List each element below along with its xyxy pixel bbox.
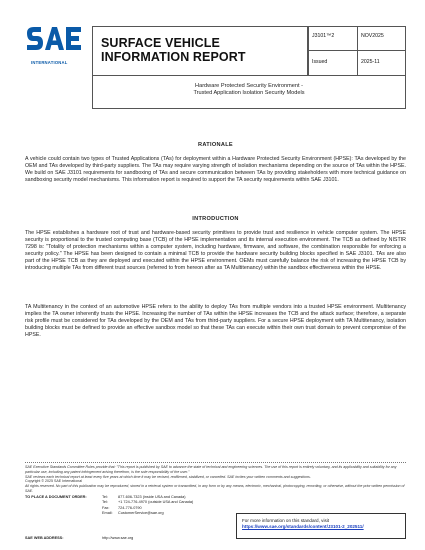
order-contact-email[interactable]: Email: CustomerService@sae.org — [102, 510, 164, 515]
footer-rights: All rights reserved. No part of this publication may be reproduced, stored in a retrieval system or transmitted, in any form or by any means, electronic, mechanical, photocopying, recording, or otherwise, without the prior written permission of SAE. — [25, 484, 405, 493]
rationale-text: A vehicle could contain two types of Trusted Applications (TAs) for deployment within a Hardware Protected Security Environment (HPSE): TAs developed by the OEM and TAs developed by third-party suppliers. The TAs may require varying strength of isolation mechanisms depending on the source of TAs within the HPSE. We build on SAE J3101 requirements for sandboxing of TAs and secure communication between TAs by providing stakeholders with more technical guidance on sandboxing security model mechanisms. This information report is required to support the TA security requirements within SAE J3101. — [25, 156, 406, 184]
document-title-box — [92, 75, 406, 109]
order-contact-tel-intl[interactable]: Tel: +1 724-776-4970 (outside USA and Canada) — [102, 500, 194, 505]
report-type-line1: SURFACE VEHICLE — [101, 36, 220, 50]
doc-number: J3101™2 — [308, 26, 358, 51]
web-address-label: SAE WEB ADDRESS: — [25, 536, 64, 540]
feedback-text: For more information on this standard, visit — [242, 518, 330, 523]
document-title-line1: Hardware Protected Security Environment - — [195, 83, 303, 89]
footer-copyright: Copyright © 2025 SAE International — [25, 479, 82, 483]
order-contact-tel-domestic[interactable]: Tel: 877-606-7323 (inside USA and Canada) — [102, 495, 186, 499]
order-contact-fax: Fax: 724-776-0790 — [102, 505, 142, 510]
sae-logo-mark — [25, 25, 85, 59]
footer-review: SAE reviews each technical report at least every five years at which time it may be revised, reaffirmed, stabilized, or cancelled. SAE invites your written comments and suggestions. — [25, 475, 311, 479]
issued-label: Issued — [308, 50, 358, 76]
footer-divider — [25, 462, 406, 463]
introduction-para-1: The HPSE establishes a hardware root of trust and hardware-based security primitives to provide trust and resilience in vehicle computer system. The HPSE security is proportional to the trusted computing base (TCB) of the HPSE implementation and its internal execution environment. The TCB as defined by NISTIR 7298 is: "Totality of protection mechanisms within a computer system, including hardware, firmware, and software, the combination responsible for enforcing a security policy." The HPSE has been designed to contain a minimal TCB to provide the hardware security building blocks specified in SAE J3101. TAs are also part of the HPSE TCB as they are deployed and executed within the HPSE environment. OEMs must carefully balance the risk of increasing the HPSE TCB by introducing multiple TAs from different trust sources (referred to from hereon after as TA Multitenancy) within the sandbox effectiveness within the HPSE. — [25, 230, 406, 272]
doc-date: NOV2025 — [357, 26, 406, 51]
order-label: TO PLACE A DOCUMENT ORDER: — [25, 495, 87, 499]
document-meta — [308, 26, 406, 76]
feedback-box — [236, 513, 406, 539]
logo-tagline: INTERNATIONAL — [31, 60, 68, 65]
rationale-heading: RATIONALE — [198, 142, 233, 148]
report-type-line2: INFORMATION REPORT — [101, 50, 246, 64]
introduction-heading: INTRODUCTION — [192, 216, 239, 222]
report-type — [101, 36, 246, 64]
footer-policy: SAE Executive Standards Committee Rules provide that: "This report is published by SAE to advance the state of technical and engineering sciences. The use of this report is entirely voluntary, and its applicability and suitability for any particular use, including any patent infringement arising therefrom, is the sole responsibility of the user." — [25, 465, 397, 474]
sae-logo — [25, 25, 85, 67]
feedback-link[interactable]: https://www.sae.org/standards/content/J3101-2_202511/ — [242, 524, 364, 529]
web-address-link[interactable]: http://www.sae.org — [102, 536, 134, 540]
report-type-box — [92, 26, 308, 76]
order-contact-list — [102, 495, 232, 516]
document-title-line2: Trusted Application Isolation Security Models — [193, 90, 305, 97]
issued-date: 2025-11 — [357, 50, 406, 76]
introduction-para-2: TA Multitenancy in the context of an automotive HPSE refers to the ability to deploy TAs from multiple vendors into a trusted HPSE environment. Multitenancy implies the TA owner inherently trusts the HPSE. Increasing the number of TAs within the HPSE increases the TCB and the attack surface; therefore, a separate risk profile must be considered for TAs developed by the OEM and TAs from third-party suppliers. For a secure HPSE deployment with TA Multitenancy, isolation building blocks must be defined to provide an effective sandbox model so that these TAs can execute within their own trust domain to prevent compromise of the HPSE. — [25, 304, 406, 339]
